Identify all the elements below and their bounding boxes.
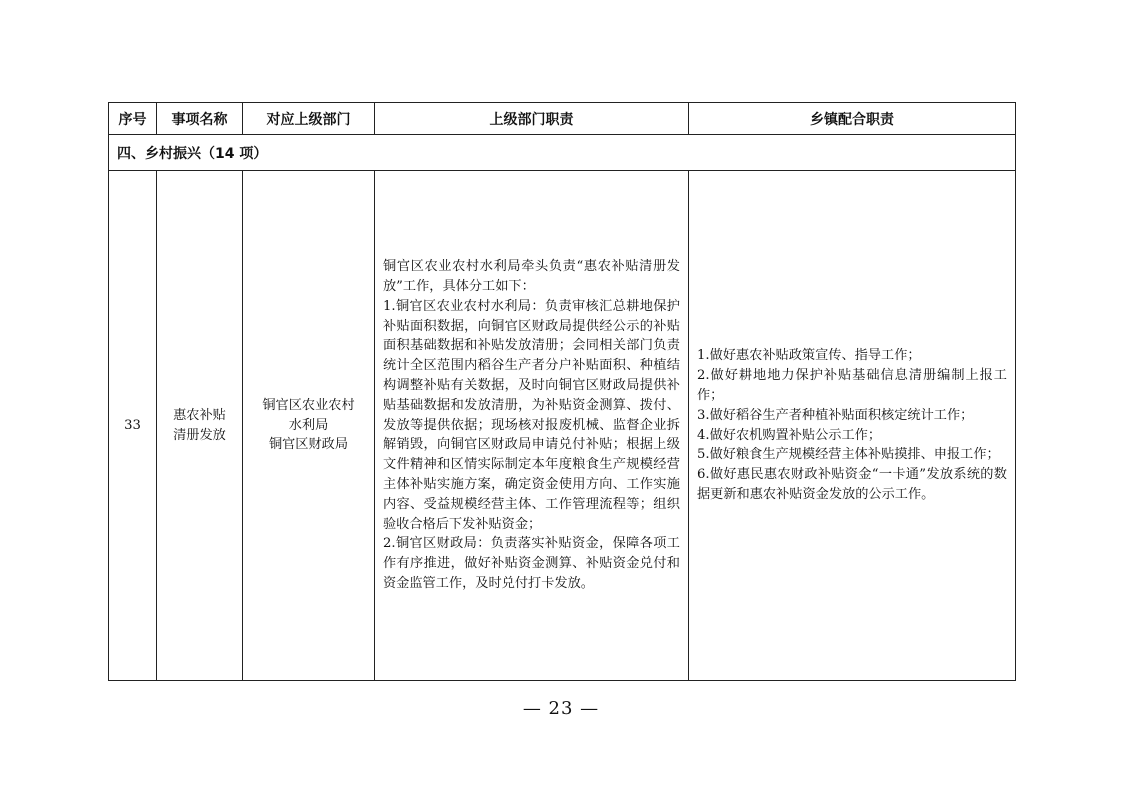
section-title: 四、乡村振兴（14 项） — [109, 135, 1016, 171]
table-header-row — [109, 103, 1016, 135]
header-superior-department: 对应上级部门 — [243, 103, 375, 135]
row-superior-duties-cell — [375, 171, 689, 681]
header-item-name: 事项名称 — [157, 103, 243, 135]
township-duty-item: 3.做好稻谷生产者种植补贴面积核定统计工作； — [697, 407, 974, 423]
row-department-cell — [243, 171, 375, 681]
department-line: 铜官区财政局 — [268, 437, 349, 453]
superior-duty-paragraph: 铜官区农业农村水利局牵头负责“惠农补贴清册发放”工作，具体分工如下： — [383, 259, 680, 295]
header-serial-number: 序号 — [109, 103, 157, 135]
item-name-line: 清册发放 — [173, 427, 226, 443]
township-duty-item: 2.做好耕地地力保护补贴基础信息清册编制上报工作； — [697, 368, 1007, 403]
header-township-duties: 乡镇配合职责 — [689, 103, 1016, 135]
department-line: 铜官区农业农村 — [262, 397, 355, 413]
header-superior-duties: 上级部门职责 — [375, 103, 689, 135]
township-duty-item: 5.做好粮食生产规模经营主体补贴摸排、申报工作； — [697, 447, 1000, 463]
table-row — [109, 171, 1016, 681]
row-serial-number: 33 — [109, 171, 157, 681]
page-number: — 23 — — [522, 698, 600, 719]
row-township-duties-cell — [689, 171, 1016, 681]
item-name-line: 惠农补贴 — [173, 407, 226, 423]
superior-duty-paragraph: 1.铜官区农业农村水利局：负责审核汇总耕地保护补贴面积数据，向铜官区财政局提供经公示的补贴面积基础数据和补贴发放清册；会同相关部门负责统计全区范围内稻谷生产者分户补贴面积、种植结构调整补贴有关数据，及时向铜官区财政局提供补贴基础数据和发放清册，为补贴资金测算、拨付、发放等提供依据；现场核对报废机械、监督企业拆解销毁，向铜官区财政局申请兑付补贴；根据上级文件精神和区情实际制定本年度粮食生产规模经营主体补贴实施方案，确定资金使用方向、工作实施内容、受益规模经营主体、工作管理流程等；组织验收合格后下发补贴资金； — [383, 298, 680, 532]
township-duty-item: 4.做好农机购置补贴公示工作； — [697, 427, 882, 443]
section-row — [109, 135, 1016, 171]
row-item-name-cell — [157, 171, 243, 681]
township-duty-item: 6.做好惠民惠农财政补贴资金“一卡通”发放系统的数据更新和惠农补贴资金发放的公示工作。 — [697, 467, 1007, 502]
township-duty-item: 1.做好惠农补贴政策宣传、指导工作； — [697, 348, 921, 364]
superior-duty-paragraph: 2.铜官区财政局：负责落实补贴资金，保障各项工作有序推进，做好补贴资金测算、补贴资金兑付和资金监管工作，及时兑付打卡发放。 — [383, 536, 680, 591]
duties-table — [108, 102, 1016, 681]
department-line: 水利局 — [288, 417, 329, 433]
